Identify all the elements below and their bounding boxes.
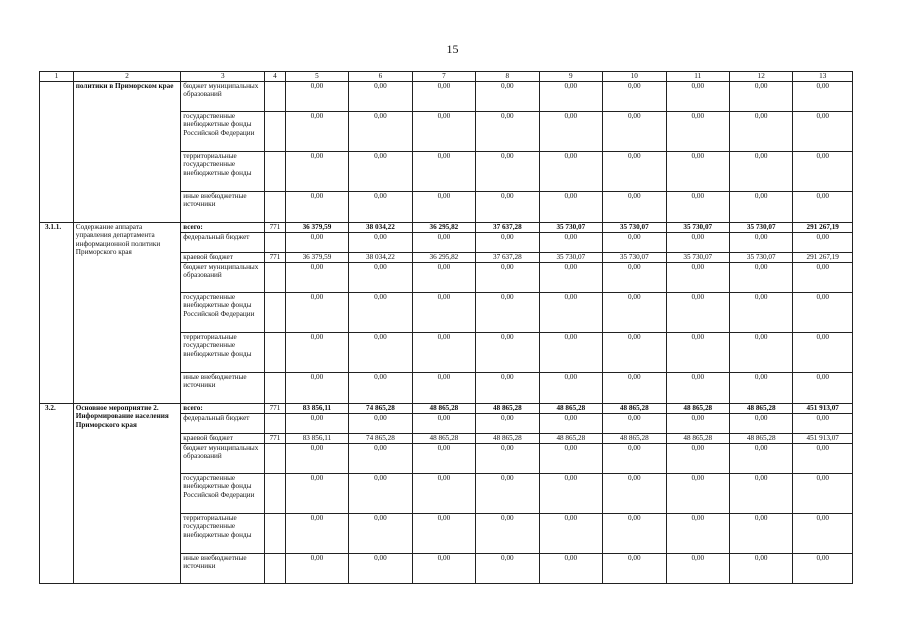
amount-cell: 0,00 [349, 233, 412, 253]
amount-cell: 0,00 [412, 414, 475, 434]
column-header: 11 [666, 72, 729, 82]
amount-cell: 0,00 [476, 152, 539, 192]
amount-cell: 48 865,28 [476, 404, 539, 414]
column-header: 5 [285, 72, 348, 82]
amount-cell: 0,00 [729, 82, 792, 112]
amount-cell: 0,00 [476, 112, 539, 152]
amount-cell: 0,00 [603, 263, 666, 293]
funding-source: территориальные государственные внебюджетные фонды [181, 333, 265, 373]
budget-code [265, 514, 285, 554]
amount-cell: 0,00 [285, 514, 348, 554]
amount-cell: 0,00 [476, 233, 539, 253]
amount-cell: 35 730,07 [666, 223, 729, 233]
amount-cell: 0,00 [539, 152, 602, 192]
amount-cell: 0,00 [603, 192, 666, 223]
amount-cell: 38 034,22 [349, 253, 412, 263]
budget-code [265, 474, 285, 514]
amount-cell: 0,00 [476, 414, 539, 434]
funding-source: всего: [181, 223, 265, 233]
amount-cell: 0,00 [285, 233, 348, 253]
budget-code [265, 152, 285, 192]
amount-cell: 0,00 [666, 373, 729, 404]
amount-cell: 48 865,28 [729, 434, 792, 444]
column-header: 13 [793, 72, 853, 82]
amount-cell: 0,00 [476, 444, 539, 474]
amount-cell: 0,00 [285, 112, 348, 152]
table-row [40, 82, 853, 112]
amount-cell: 37 637,28 [476, 223, 539, 233]
funding-source: бюджет муниципальных образований [181, 263, 265, 293]
amount-cell: 0,00 [349, 333, 412, 373]
amount-cell: 0,00 [412, 333, 475, 373]
table-row [40, 223, 853, 233]
amount-cell: 451 913,07 [793, 434, 853, 444]
amount-cell: 0,00 [349, 554, 412, 584]
amount-cell: 0,00 [412, 293, 475, 333]
budget-code [265, 112, 285, 152]
column-header: 9 [539, 72, 602, 82]
budget-code [265, 333, 285, 373]
amount-cell: 0,00 [285, 152, 348, 192]
column-header: 12 [729, 72, 792, 82]
amount-cell: 0,00 [539, 444, 602, 474]
funding-source: краевой бюджет [181, 434, 265, 444]
amount-cell: 48 865,28 [539, 404, 602, 414]
amount-cell: 74 865,28 [349, 404, 412, 414]
funding-source: государственные внебюджетные фонды Российской Федерации [181, 293, 265, 333]
amount-cell: 0,00 [666, 414, 729, 434]
budget-code [265, 82, 285, 112]
funding-source: бюджет муниципальных образований [181, 444, 265, 474]
amount-cell: 0,00 [666, 474, 729, 514]
amount-cell: 0,00 [729, 474, 792, 514]
amount-cell: 0,00 [603, 554, 666, 584]
amount-cell: 83 856,11 [285, 404, 348, 414]
amount-cell: 0,00 [476, 554, 539, 584]
amount-cell: 0,00 [603, 444, 666, 474]
amount-cell: 0,00 [285, 554, 348, 584]
amount-cell: 0,00 [349, 112, 412, 152]
amount-cell: 0,00 [729, 554, 792, 584]
amount-cell: 0,00 [793, 444, 853, 474]
amount-cell: 0,00 [539, 373, 602, 404]
amount-cell: 0,00 [666, 333, 729, 373]
amount-cell: 0,00 [285, 414, 348, 434]
amount-cell: 0,00 [412, 444, 475, 474]
amount-cell: 0,00 [729, 112, 792, 152]
amount-cell: 48 865,28 [666, 434, 729, 444]
amount-cell: 0,00 [412, 112, 475, 152]
amount-cell: 36 379,59 [285, 223, 348, 233]
funding-source: иные внебюджетные источники [181, 554, 265, 584]
amount-cell: 48 865,28 [412, 434, 475, 444]
funding-source: всего: [181, 404, 265, 414]
amount-cell: 0,00 [539, 514, 602, 554]
measure-name: Содержание аппарата управления департамента информационной политики Приморского края [73, 223, 181, 404]
budget-code: 771 [265, 253, 285, 263]
amount-cell: 0,00 [412, 152, 475, 192]
amount-cell: 0,00 [729, 444, 792, 474]
amount-cell: 0,00 [729, 373, 792, 404]
amount-cell: 36 379,59 [285, 253, 348, 263]
amount-cell: 0,00 [729, 233, 792, 253]
amount-cell: 0,00 [793, 514, 853, 554]
funding-source: иные внебюджетные источники [181, 373, 265, 404]
amount-cell: 48 865,28 [603, 404, 666, 414]
amount-cell: 35 730,07 [666, 253, 729, 263]
column-header: 7 [412, 72, 475, 82]
amount-cell: 48 865,28 [539, 434, 602, 444]
amount-cell: 0,00 [666, 82, 729, 112]
amount-cell: 0,00 [666, 112, 729, 152]
amount-cell: 0,00 [793, 474, 853, 514]
amount-cell: 0,00 [349, 263, 412, 293]
amount-cell: 0,00 [476, 192, 539, 223]
amount-cell: 38 034,22 [349, 223, 412, 233]
column-header-row [40, 72, 853, 82]
amount-cell: 0,00 [412, 514, 475, 554]
amount-cell: 0,00 [603, 293, 666, 333]
amount-cell: 0,00 [539, 474, 602, 514]
amount-cell: 0,00 [285, 82, 348, 112]
amount-cell: 0,00 [412, 474, 475, 514]
column-header: 10 [603, 72, 666, 82]
amount-cell: 0,00 [603, 414, 666, 434]
amount-cell: 0,00 [539, 414, 602, 434]
amount-cell: 451 913,07 [793, 404, 853, 414]
amount-cell: 0,00 [412, 263, 475, 293]
amount-cell: 35 730,07 [729, 253, 792, 263]
amount-cell: 0,00 [285, 263, 348, 293]
column-header: 3 [181, 72, 265, 82]
amount-cell: 0,00 [666, 263, 729, 293]
amount-cell: 48 865,28 [666, 404, 729, 414]
table-row [40, 404, 853, 414]
amount-cell: 83 856,11 [285, 434, 348, 444]
row-index [40, 82, 74, 223]
row-index: 3.2. [40, 404, 74, 584]
amount-cell: 0,00 [539, 112, 602, 152]
amount-cell: 0,00 [476, 373, 539, 404]
amount-cell: 0,00 [666, 554, 729, 584]
budget-code [265, 293, 285, 333]
measure-name: политики в Приморском крае [73, 82, 181, 223]
column-header: 6 [349, 72, 412, 82]
funding-source: федеральный бюджет [181, 233, 265, 253]
amount-cell: 0,00 [349, 474, 412, 514]
amount-cell: 0,00 [666, 192, 729, 223]
funding-source: государственные внебюджетные фонды Российской Федерации [181, 112, 265, 152]
amount-cell: 0,00 [476, 263, 539, 293]
amount-cell: 35 730,07 [539, 253, 602, 263]
column-header: 2 [73, 72, 181, 82]
amount-cell: 0,00 [603, 82, 666, 112]
budget-code [265, 444, 285, 474]
amount-cell: 0,00 [285, 192, 348, 223]
amount-cell: 0,00 [666, 444, 729, 474]
amount-cell: 0,00 [729, 263, 792, 293]
amount-cell: 0,00 [793, 554, 853, 584]
amount-cell: 0,00 [793, 233, 853, 253]
amount-cell: 0,00 [349, 152, 412, 192]
budget-code [265, 263, 285, 293]
amount-cell: 0,00 [412, 233, 475, 253]
budget-code: 771 [265, 404, 285, 414]
funding-source: федеральный бюджет [181, 414, 265, 434]
funding-source: иные внебюджетные источники [181, 192, 265, 223]
amount-cell: 0,00 [285, 373, 348, 404]
amount-cell: 0,00 [476, 82, 539, 112]
budget-code [265, 414, 285, 434]
amount-cell: 0,00 [349, 192, 412, 223]
amount-cell: 0,00 [793, 82, 853, 112]
amount-cell: 0,00 [285, 293, 348, 333]
amount-cell: 0,00 [412, 82, 475, 112]
amount-cell: 0,00 [729, 514, 792, 554]
amount-cell: 0,00 [539, 263, 602, 293]
amount-cell: 0,00 [539, 554, 602, 584]
amount-cell: 0,00 [666, 514, 729, 554]
measure-name: Основное мероприятие 2. Информирование населения Приморского края [73, 404, 181, 584]
amount-cell: 0,00 [603, 514, 666, 554]
amount-cell: 0,00 [476, 514, 539, 554]
amount-cell: 37 637,28 [476, 253, 539, 263]
amount-cell: 0,00 [349, 414, 412, 434]
amount-cell: 0,00 [793, 112, 853, 152]
amount-cell: 0,00 [729, 192, 792, 223]
amount-cell: 0,00 [285, 444, 348, 474]
funding-source: территориальные государственные внебюджетные фонды [181, 514, 265, 554]
amount-cell: 0,00 [793, 373, 853, 404]
amount-cell: 35 730,07 [729, 223, 792, 233]
amount-cell: 0,00 [603, 474, 666, 514]
amount-cell: 48 865,28 [412, 404, 475, 414]
amount-cell: 0,00 [729, 414, 792, 434]
amount-cell: 0,00 [539, 192, 602, 223]
amount-cell: 35 730,07 [603, 223, 666, 233]
amount-cell: 0,00 [666, 152, 729, 192]
amount-cell: 0,00 [603, 333, 666, 373]
amount-cell: 0,00 [285, 474, 348, 514]
amount-cell: 0,00 [476, 293, 539, 333]
amount-cell: 0,00 [285, 333, 348, 373]
amount-cell: 36 295,82 [412, 223, 475, 233]
column-header: 8 [476, 72, 539, 82]
funding-source: бюджет муниципальных образований [181, 82, 265, 112]
amount-cell: 0,00 [729, 152, 792, 192]
amount-cell: 0,00 [539, 233, 602, 253]
budget-code: 771 [265, 434, 285, 444]
amount-cell: 0,00 [666, 293, 729, 333]
amount-cell: 36 295,82 [412, 253, 475, 263]
budget-code [265, 192, 285, 223]
amount-cell: 0,00 [666, 233, 729, 253]
funding-source: территориальные государственные внебюджетные фонды [181, 152, 265, 192]
amount-cell: 0,00 [539, 333, 602, 373]
amount-cell: 0,00 [793, 152, 853, 192]
column-header: 1 [40, 72, 74, 82]
amount-cell: 0,00 [603, 373, 666, 404]
amount-cell: 48 865,28 [729, 404, 792, 414]
amount-cell: 0,00 [539, 293, 602, 333]
budget-code [265, 233, 285, 253]
amount-cell: 0,00 [539, 82, 602, 112]
amount-cell: 0,00 [793, 333, 853, 373]
amount-cell: 35 730,07 [539, 223, 602, 233]
amount-cell: 0,00 [729, 293, 792, 333]
amount-cell: 0,00 [349, 373, 412, 404]
amount-cell: 74 865,28 [349, 434, 412, 444]
amount-cell: 48 865,28 [603, 434, 666, 444]
amount-cell: 291 267,19 [793, 253, 853, 263]
amount-cell: 48 865,28 [476, 434, 539, 444]
amount-cell: 0,00 [412, 554, 475, 584]
amount-cell: 0,00 [349, 82, 412, 112]
amount-cell: 0,00 [603, 112, 666, 152]
amount-cell: 291 267,19 [793, 223, 853, 233]
amount-cell: 35 730,07 [603, 253, 666, 263]
budget-code: 771 [265, 223, 285, 233]
funding-source: государственные внебюджетные фонды Российской Федерации [181, 474, 265, 514]
amount-cell: 0,00 [793, 293, 853, 333]
amount-cell: 0,00 [349, 514, 412, 554]
column-header: 4 [265, 72, 285, 82]
amount-cell: 0,00 [603, 233, 666, 253]
amount-cell: 0,00 [603, 152, 666, 192]
amount-cell: 0,00 [412, 192, 475, 223]
budget-code [265, 373, 285, 404]
page-number: 15 [446, 42, 459, 56]
amount-cell: 0,00 [349, 444, 412, 474]
funding-source: краевой бюджет [181, 253, 265, 263]
amount-cell: 0,00 [793, 263, 853, 293]
amount-cell: 0,00 [476, 474, 539, 514]
amount-cell: 0,00 [793, 192, 853, 223]
budget-table [39, 71, 853, 584]
row-index: 3.1.1. [40, 223, 74, 404]
amount-cell: 0,00 [729, 333, 792, 373]
amount-cell: 0,00 [349, 293, 412, 333]
budget-code [265, 554, 285, 584]
amount-cell: 0,00 [412, 373, 475, 404]
amount-cell: 0,00 [476, 333, 539, 373]
amount-cell: 0,00 [793, 414, 853, 434]
